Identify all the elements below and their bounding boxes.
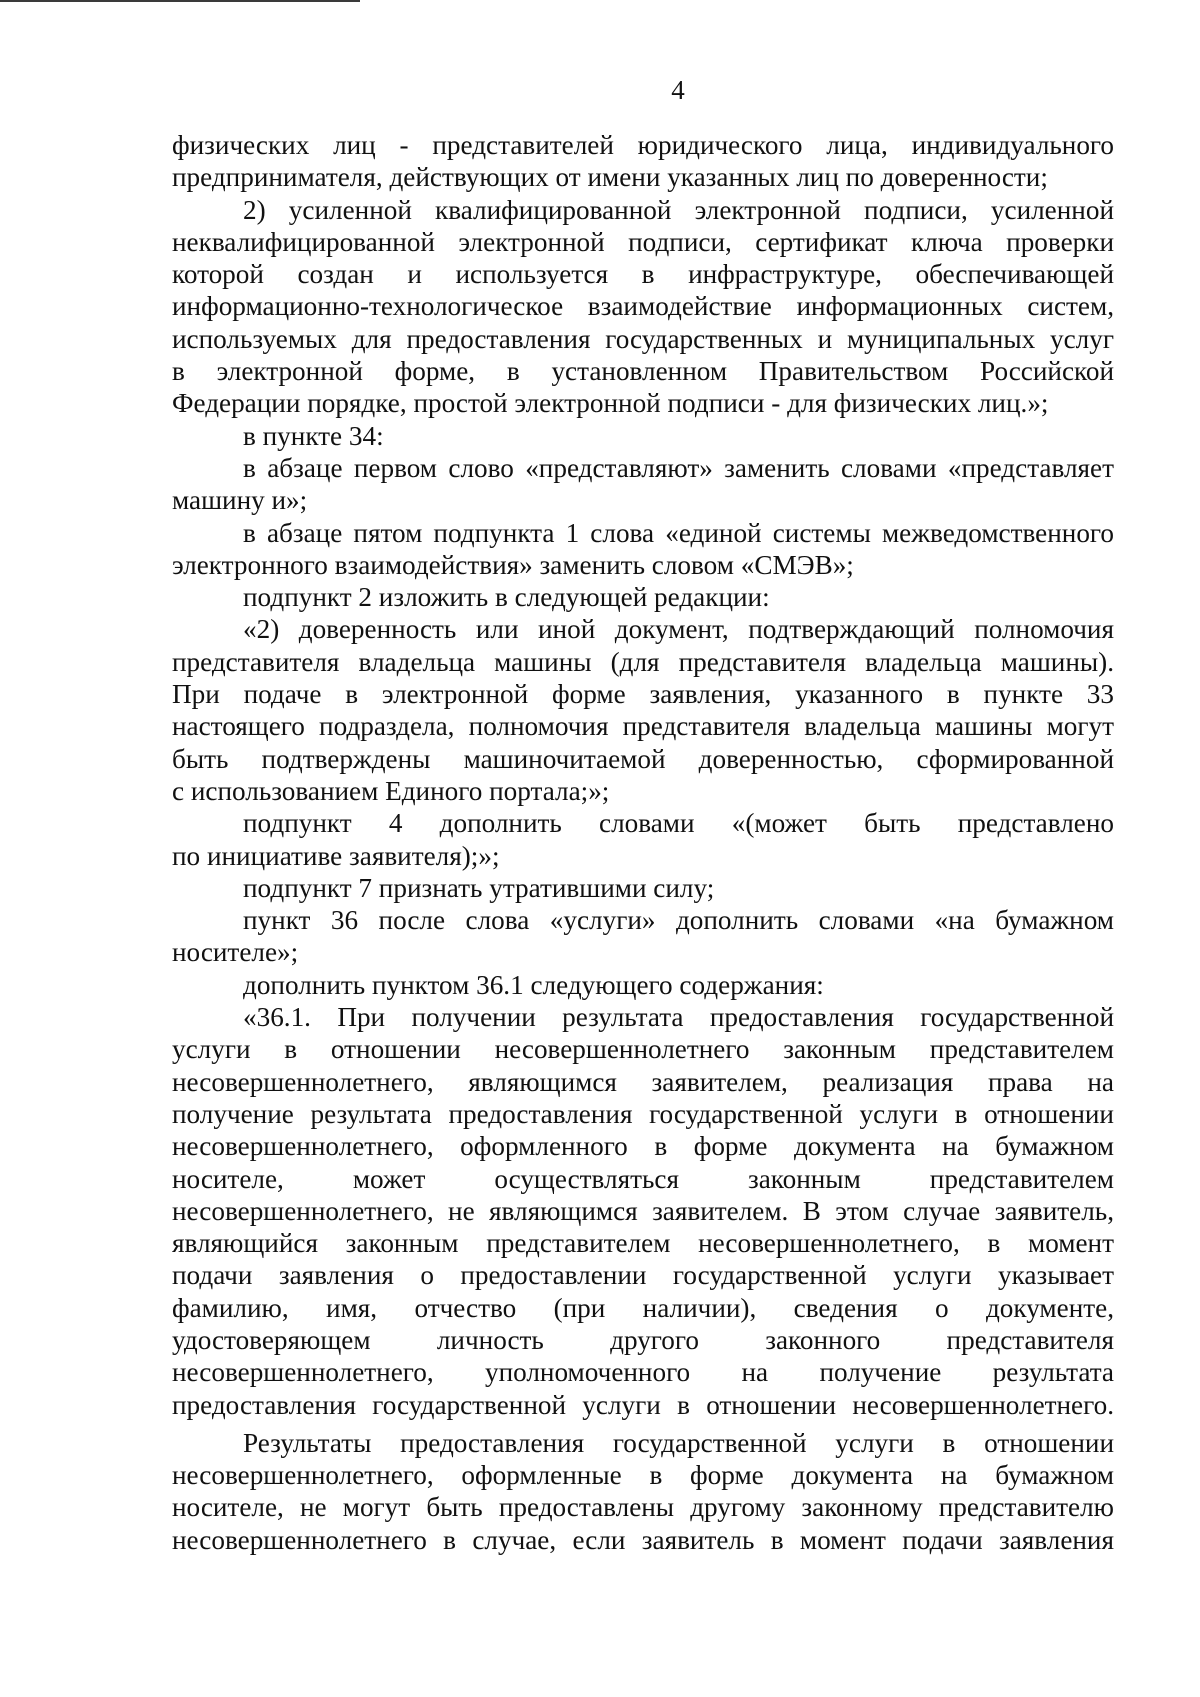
text-line: При подаче в электронной форме заявления, указанного в пункте 33 [172, 679, 1114, 710]
text-line: предпринимателя, действующих от имени указанных лиц по доверенности; [172, 162, 1048, 193]
page-number: 4 [671, 75, 685, 105]
text-line: несовершеннолетнего, являющимся заявителем, реализация права на [172, 1066, 1114, 1097]
text-line: машину и»; [172, 485, 308, 516]
text-line: дополнить пунктом 36.1 следующего содержания: [243, 969, 824, 1000]
text-line: «2) доверенность или иной документ, подтверждающий полномочия [243, 614, 1114, 645]
text-line: получение результата предоставления государственной услуги в отношении [172, 1098, 1114, 1129]
text-line: предоставления государственной услуги в отношении несовершеннолетнего. [172, 1389, 1114, 1420]
text-line: используемых для предоставления государственных и муниципальных услуг [172, 323, 1114, 354]
text-line: фамилию, имя, отчество (при наличии), сведения о документе, [172, 1292, 1114, 1323]
text-line: с использованием Единого портала;»; [172, 775, 610, 806]
text-line: несовершеннолетнего, оформленные в форме документа на бумажном [172, 1460, 1114, 1491]
text-line: в электронной форме, в установленном Правительством Российской [172, 356, 1114, 387]
text-line: несовершеннолетнего, не являющимся заявителем. В этом случае заявитель, [172, 1195, 1114, 1226]
text-line: носителе, не могут быть предоставлены другому законному представителю [172, 1492, 1114, 1523]
text-line: носителе, может осуществляться законным представителем [172, 1163, 1114, 1194]
text-line: представителя владельца машины (для представителя владельца машины). [172, 646, 1114, 677]
text-line: носителе»; [172, 937, 299, 968]
text-line: по инициативе заявителя);»; [172, 840, 500, 871]
text-line: в абзаце первом слово «представляют» заменить словами «представляет [243, 452, 1114, 483]
text-line: которой создан и используется в инфраструктуре, обеспечивающей [172, 259, 1114, 290]
text-line: настоящего подраздела, полномочия представителя владельца машины могут [172, 711, 1114, 742]
text-line: физических лиц - представителей юридического лица, индивидуального [172, 130, 1114, 160]
text-line: услуги в отношении несовершеннолетнего законным представителем [172, 1034, 1114, 1065]
text-line: быть подтверждены машиночитаемой доверенностью, сформированной [172, 743, 1114, 774]
text-line: удостоверяющем личность другого законного представителя [172, 1324, 1114, 1355]
text-line: несовершеннолетнего в случае, если заявитель в момент подачи заявления [172, 1524, 1114, 1555]
text-line: Федерации порядке, простой электронной подписи - для физических лиц.»; [172, 388, 1049, 419]
text-line: подпункт 4 дополнить словами «(может быть представлено [243, 808, 1114, 839]
text-line: несовершеннолетнего, уполномоченного на получение результата [172, 1357, 1114, 1388]
text-line: в абзаце пятом подпункта 1 слова «единой системы межведомственного [243, 517, 1114, 548]
text-line: несовершеннолетнего, оформленного в форме документа на бумажном [172, 1131, 1114, 1162]
text-line: 2) усиленной квалифицированной электронной подписи, усиленной [243, 194, 1114, 225]
document-body [172, 129, 1114, 1556]
text-line: «36.1. При получении результата предоставления государственной [243, 1002, 1114, 1033]
text-line: электронного взаимодействия» заменить словом «СМЭВ»; [172, 549, 854, 580]
text-line: являющийся законным представителем несовершеннолетнего, в момент [172, 1228, 1114, 1259]
text-line: подпункт 2 изложить в следующей редакции: [243, 582, 770, 613]
text-line: Результаты предоставления государственной услуги в отношении [243, 1427, 1114, 1458]
scan-edge-rule [0, 0, 360, 2]
text-line: пункт 36 после слова «услуги» дополнить словами «на бумажном [243, 905, 1114, 936]
text-line: неквалифицированной электронной подписи, сертификат ключа проверки [172, 226, 1114, 257]
text-line: подачи заявления о предоставлении государственной услуги указывает [172, 1260, 1114, 1291]
text-line: информационно-технологическое взаимодействие информационных систем, [172, 291, 1114, 322]
text-line: подпункт 7 признать утратившими силу; [243, 872, 715, 903]
text-line: в пункте 34: [243, 420, 384, 451]
